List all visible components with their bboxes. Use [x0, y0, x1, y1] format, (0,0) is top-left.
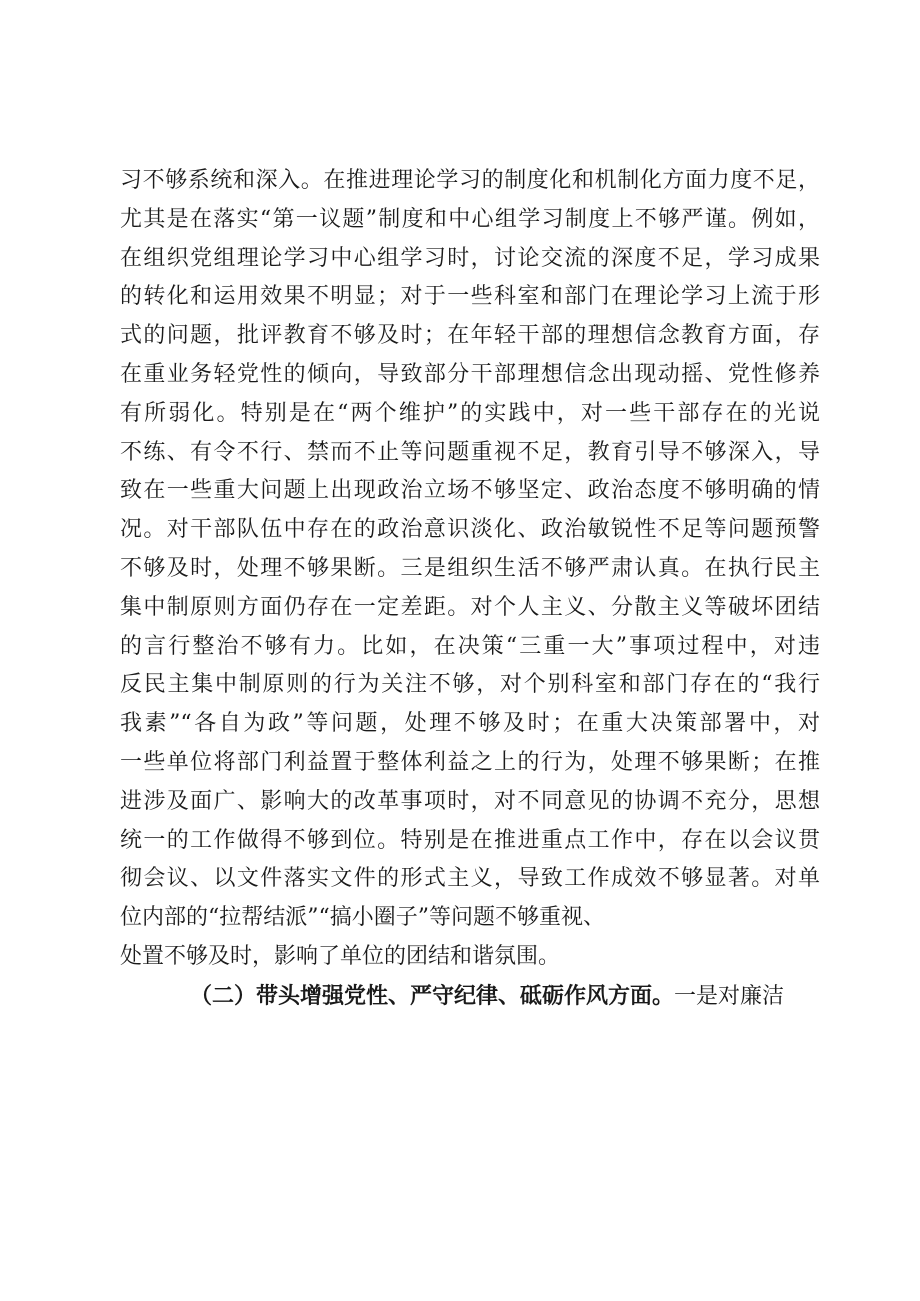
section-heading-rest: 一是对廉洁: [674, 983, 785, 1009]
text-line: 式的问题，批评教育不够及时；在年轻干部的理想信念教育方面，存: [120, 323, 820, 349]
text-line: 进涉及面广、影响大的改革事项时，对不同意见的协调不充分，思想: [120, 788, 820, 814]
text-line: 一些单位将部门利益置于整体利益之上的行为，处理不够果断；在推: [120, 749, 820, 775]
text-line: 致在一些重大问题上出现政治立场不够坚定、政治态度不够明确的情: [120, 478, 820, 504]
text-line: 在重业务轻党性的倾向，导致部分干部理想信念出现动摇、党性修养: [120, 361, 820, 387]
text-line: 集中制原则方面仍存在一定差距。对个人主义、分散主义等破坏团结: [120, 594, 820, 620]
text-line: 况。对干部队伍中存在的政治意识淡化、政治敏锐性不足等问题预警: [120, 517, 820, 543]
text-line: 不练、有令不行、禁而不止等问题重视不足，教育引导不够深入，导: [120, 439, 820, 465]
text-line: 的转化和运用效果不明显；对于一些科室和部门在理论学习上流于形: [120, 284, 820, 310]
text-line: 不够及时，处理不够果断。三是组织生活不够严肃认真。在执行民主: [120, 555, 820, 581]
text-line: 在组织党组理论学习中心组学习时，讨论交流的深度不足，学习成果: [120, 245, 820, 271]
paragraph-last-line: 处置不够及时，影响了单位的团结和谐氛围。: [120, 943, 561, 969]
body-text: [120, 162, 820, 1016]
section-heading-bold: （二）带头增强党性、严守纪律、砥砺作风方面。: [190, 982, 675, 1009]
text-line: 统一的工作做得不够到位。特别是在推进重点工作中，存在以会议贯: [120, 827, 820, 853]
text-line: 位内部的“拉帮结派”“搞小圈子”等问题不够重视、: [120, 905, 605, 931]
text-line: 我素”“各自为政”等问题，处理不够及时；在重大决策部署中，对: [120, 711, 820, 737]
text-line: 习不够系统和深入。在推进理论学习的制度化和机制化方面力度不足，: [120, 168, 820, 193]
section-heading: [120, 977, 820, 1016]
text-line: 尤其是在落实“第一议题”制度和中心组学习制度上不够严谨。例如，: [120, 206, 820, 232]
text-line: 反民主集中制原则的行为关注不够，对个别科室和部门存在的“我行: [120, 672, 820, 698]
text-line: 有所弱化。特别是在“两个维护”的实践中，对一些干部存在的光说: [120, 400, 820, 426]
text-line: 的言行整治不够有力。比如，在决策“三重一大”事项过程中，对违: [120, 633, 820, 659]
text-line: 彻会议、以文件落实文件的形式主义，导致工作成效不够显著。对单: [120, 866, 820, 892]
